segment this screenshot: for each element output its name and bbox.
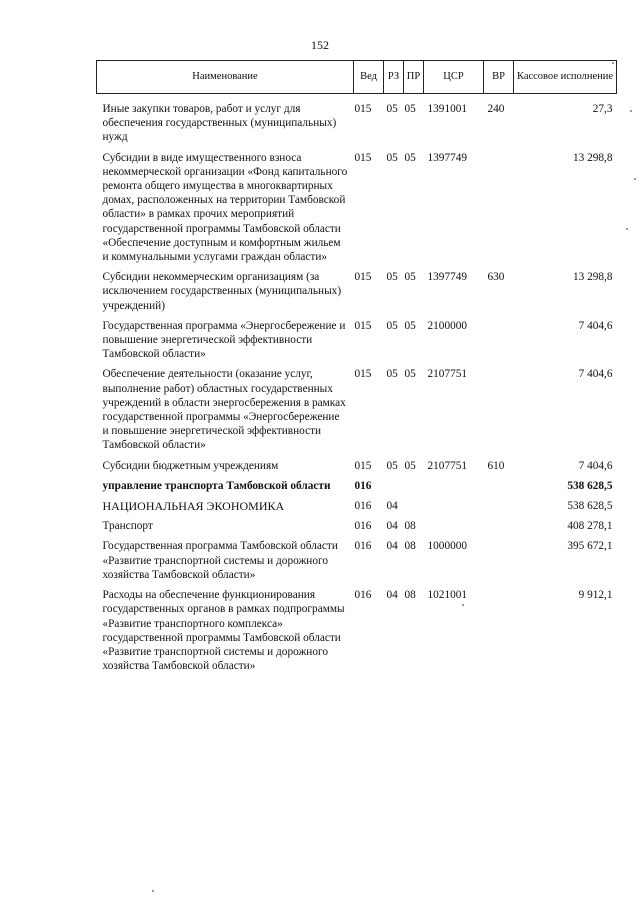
cell-rz: 04 [386,500,398,513]
cell-vr [484,151,514,271]
table-body [97,94,617,680]
cell-csr: 2107751 [427,368,468,381]
cell-ved: 016 [354,500,372,513]
cell-rz: 05 [386,271,398,284]
cell-ved: 015 [354,319,372,332]
scan-speck [634,178,636,180]
cell-pr: 08 [404,520,416,533]
cell-name: Обеспечение деятельности (оказание услуг, выполнение работ) областных государственных учреждений в области энергосбережения в рамках государственной программы «Энергосбережение и повышение энергетической эффективности Тамбовской области» [102,368,346,452]
cell-rz [384,479,404,499]
cell-vr [484,319,514,368]
cell-vr: 630 [487,271,505,284]
cell-pr: 05 [404,151,416,164]
cell-name: Субсидии бюджетным учреждениям [102,459,279,472]
cell-sum: 7 404,6 [578,459,613,472]
cell-vr: 240 [487,103,505,115]
cell-rz: 05 [386,151,398,164]
cell-sum: 9 912,1 [578,589,613,602]
cell-pr: 05 [404,368,416,381]
cell-pr [404,499,424,519]
cell-csr [424,499,484,519]
header-pr: ПР [404,61,424,94]
cell-sum: 7 404,6 [578,368,613,381]
table-header-row [97,61,617,94]
scan-speck [626,228,628,230]
table-row [97,588,617,679]
cell-name: Субсидии в виде имущественного взноса некоммерческой организации «Фонд капитального ремонта общего имущества в многоквартирных домах, расположенных на территории Тамбовской области» в рамках прочих мероприятий государственной программы Тамбовской области «Обеспечение доступным и комфортным жильем и коммунальными услугами граждан области» [102,151,348,264]
scan-speck [462,604,464,606]
table-row [97,367,617,458]
cell-name: НАЦИОНАЛЬНАЯ ЭКОНОМИКА [102,499,285,514]
table-row [97,151,617,271]
table-row [97,479,617,499]
cell-sum: 408 278,1 [567,520,613,533]
cell-pr [404,479,424,499]
cell-pr: 05 [404,319,416,332]
cell-vr [484,367,514,458]
cell-csr: 1021001 [427,589,468,602]
cell-ved: 015 [354,368,372,381]
cell-csr [424,479,484,499]
cell-ved: 016 [354,589,372,602]
cell-ved: 016 [354,479,372,492]
header-sum: Кассовое исполнение [514,61,617,94]
cell-ved: 015 [354,271,372,284]
cell-rz: 04 [386,520,398,533]
cell-csr [424,519,484,539]
cell-name: Иные закупки товаров, работ и услуг для обеспечения государственных (муниципальных) нужд [102,103,337,144]
cell-sum: 13 298,8 [572,271,613,284]
cell-rz: 04 [386,589,398,602]
scan-speck [612,62,614,64]
cell-name: Государственная программа Тамбовской области «Развитие транспортной системы и дорожного хозяйства Тамбовской области» [102,540,338,581]
cell-ved: 015 [354,459,372,472]
cell-ved: 016 [354,520,372,533]
cell-csr: 1397749 [427,271,468,284]
cell-vr [484,519,514,539]
cell-csr: 1397749 [427,151,468,164]
scan-speck [630,110,632,112]
cell-pr: 08 [404,589,416,602]
cell-rz: 04 [386,540,398,553]
cell-sum: 538 628,5 [567,500,613,513]
cell-sum: 538 628,5 [567,479,613,492]
cell-sum: 13 298,8 [572,151,613,164]
cell-ved: 015 [354,151,372,164]
cell-pr: 05 [404,103,416,115]
table-row [97,459,617,479]
header-rz: РЗ [384,61,404,94]
cell-sum: 7 404,6 [578,319,613,332]
cell-name: Субсидии некоммерческим организациям (за исключением государственных (муниципальных) учреждений) [102,271,342,312]
scan-speck [152,890,154,892]
cell-name: управление транспорта Тамбовской области [102,479,331,492]
cell-rz: 05 [386,459,398,472]
cell-name: Транспорт [102,520,153,533]
table-row [97,519,617,539]
cell-csr: 2107751 [427,459,468,472]
header-csr: ЦСР [424,61,484,94]
header-ved: Вед [354,61,384,94]
header-vr: ВР [484,61,514,94]
cell-csr: 1391001 [427,103,468,115]
cell-sum: 395 672,1 [567,540,613,553]
table-row [97,499,617,519]
page-number: 152 [311,38,329,52]
cell-pr: 05 [404,271,416,284]
budget-table [96,60,617,679]
table-row [97,94,617,151]
cell-ved: 015 [354,103,372,115]
table-row [97,270,617,319]
header-name: Наименование [97,61,354,94]
cell-vr [484,539,514,588]
cell-rz: 05 [386,103,398,115]
cell-pr: 05 [404,459,416,472]
cell-vr [484,588,514,679]
cell-name: Государственная программа «Энергосбережение и повышение энергетической эффективности Тамбовской области» [102,319,346,361]
cell-sum: 27,3 [592,103,613,115]
cell-vr [484,479,514,499]
cell-rz: 05 [386,319,398,332]
cell-pr: 08 [404,540,416,553]
cell-ved: 016 [354,540,372,553]
cell-csr: 1000000 [427,540,468,553]
table-row [97,319,617,368]
cell-vr: 610 [487,459,505,472]
cell-name: Расходы на обеспечение функционирования государственных органов в рамках подпрограммы «Развитие транспортного комплекса» государственной программы Тамбовской области «Развитие транспортной системы и дорожного хозяйства Тамбовской области» [102,589,345,673]
cell-vr [484,499,514,519]
table-row [97,539,617,588]
cell-rz: 05 [386,368,398,381]
cell-csr: 2100000 [427,319,468,332]
